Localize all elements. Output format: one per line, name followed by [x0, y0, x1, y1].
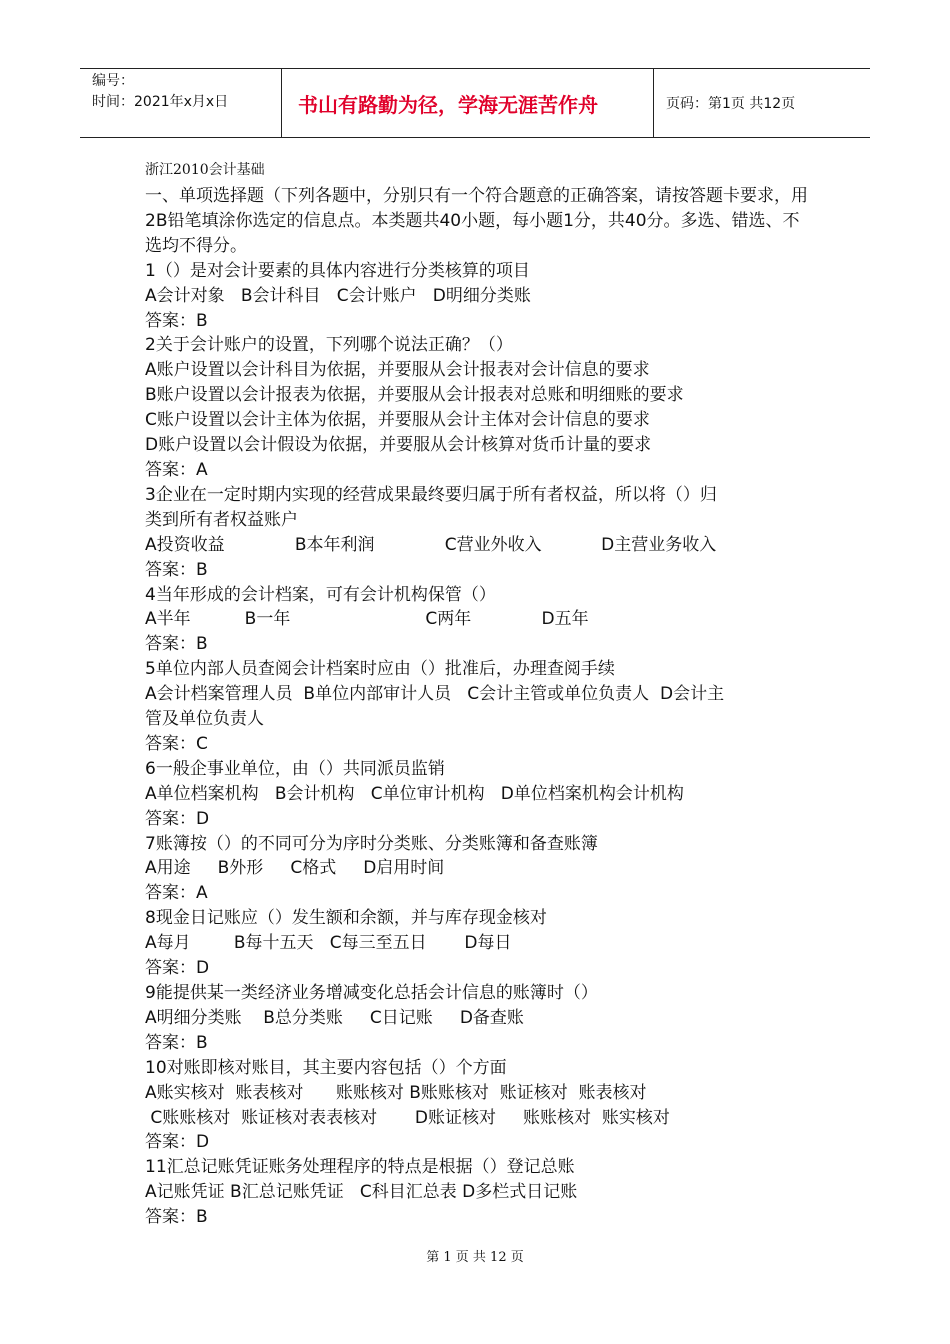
text-line: 答案：B — [145, 634, 208, 655]
text-line: 6一般企事业单位，由（）共同派员监销 — [145, 758, 445, 779]
motto-text: 书山有路勤为径，学海无涯苦作舟 — [298, 92, 598, 117]
text-line: D账户设置以会计假设为依据，并要服从会计核算对货币计量的要求 — [145, 435, 652, 456]
text-line: 答案：A — [145, 459, 208, 480]
page-footer: 第 1 页 共 12 页 — [426, 1250, 524, 1265]
document-title: 浙江2010会计基础 — [145, 162, 265, 178]
text-line: 答案：C — [145, 733, 208, 754]
text-line: 11汇总记账凭证账务处理程序的特点是根据（）登记总账 — [145, 1157, 575, 1178]
text-line: 9能提供某一类经济业务增减变化总括会计信息的账簿时（） — [145, 983, 598, 1003]
page-info-cell — [654, 69, 870, 137]
page-info: 页码：第1页 共12页 — [666, 96, 796, 112]
document-header — [80, 68, 870, 138]
text-line: 管及单位负责人 — [145, 709, 264, 730]
text-line: 4当年形成的会计档案，可有会计机构保管（） — [145, 584, 496, 605]
text-line: 答案：B — [145, 1032, 208, 1053]
text-line: 答案：A — [145, 883, 208, 904]
text-line: A会计档案管理人员 B单位内部审计人员 C会计主管或单位负责人 D会计主 — [145, 684, 725, 705]
text-line: B账户设置以会计报表为依据，并要服从会计报表对总账和明细账的要求 — [145, 385, 684, 406]
text-line: 5单位内部人员查阅会计档案时应由（）批准后，办理查阅手续 — [145, 659, 615, 680]
text-line: 答案：D — [145, 958, 210, 979]
question-list — [145, 259, 815, 1230]
text-line: 3企业在一定时期内实现的经营成果最终要归属于所有者权益，所以将（）归 — [145, 484, 717, 505]
time-label: 时间：2021年x月x日 — [92, 94, 229, 110]
text-line: A记账凭证 B汇总记账凭证 C科目汇总表 D多栏式日记账 — [145, 1182, 578, 1203]
text-line: A每月 B每十五天 C每三至五日 D每日 — [145, 933, 512, 954]
text-line: A明细分类账 B总分类账 C日记账 D备查账 — [145, 1007, 524, 1028]
motto-cell — [282, 69, 654, 137]
text-line: A用途 B外形 C格式 D启用时间 — [145, 858, 445, 879]
text-line: 答案：D — [145, 808, 210, 829]
text-line: 答案：B — [145, 1207, 208, 1228]
text-line: A单位档案机构 B会计机构 C单位审计机构 D单位档案机构会计机构 — [145, 783, 684, 804]
text-line: A账实核对 账表核对 账账核对 B账账核对 账证核对 账表核对 — [145, 1082, 647, 1103]
text-line: 答案：D — [145, 1132, 210, 1153]
document-body — [145, 158, 815, 1230]
section-intro: 一、单项选择题（下列各题中，分别只有一个符合题意的正确答案，请按答题卡要求，用2B铅笔填涂你选定的信息点。本类题共40小题，每小题1分，共40分。多选、错选、不选均不得分。 — [145, 186, 808, 256]
text-line: C账账核对 账证核对表表核对 D账证核对 账账核对 账实核对 — [145, 1107, 670, 1128]
header-meta-cell — [80, 69, 282, 137]
text-line: A投资收益 B本年利润 C营业外收入 D主营业务收入 — [145, 534, 717, 555]
text-line: A半年 B一年 C两年 D五年 — [145, 609, 589, 630]
text-line: 1（）是对会计要素的具体内容进行分类核算的项目 — [145, 260, 530, 281]
text-line: C账户设置以会计主体为依据，并要服从会计主体对会计信息的要求 — [145, 410, 650, 431]
text-line: 8现金日记账应（）发生额和余额，并与库存现金核对 — [145, 908, 547, 929]
text-line: 答案：B — [145, 559, 208, 580]
code-label: 编号： — [92, 73, 134, 89]
text-line: 7账簿按（）的不同可分为序时分类账、分类账簿和备查账簿 — [145, 833, 598, 854]
text-line: 类到所有者权益账户 — [145, 509, 298, 530]
text-line: 答案：B — [145, 310, 208, 331]
text-line: A会计对象 B会计科目 C会计账户 D明细分类账 — [145, 285, 531, 306]
text-line: 2关于会计账户的设置，下列哪个说法正确？（） — [145, 335, 513, 356]
text-line: 10对账即核对账目，其主要内容包括（）个方面 — [145, 1057, 507, 1078]
text-line: A账户设置以会计科目为依据，并要服从会计报表对会计信息的要求 — [145, 360, 650, 381]
